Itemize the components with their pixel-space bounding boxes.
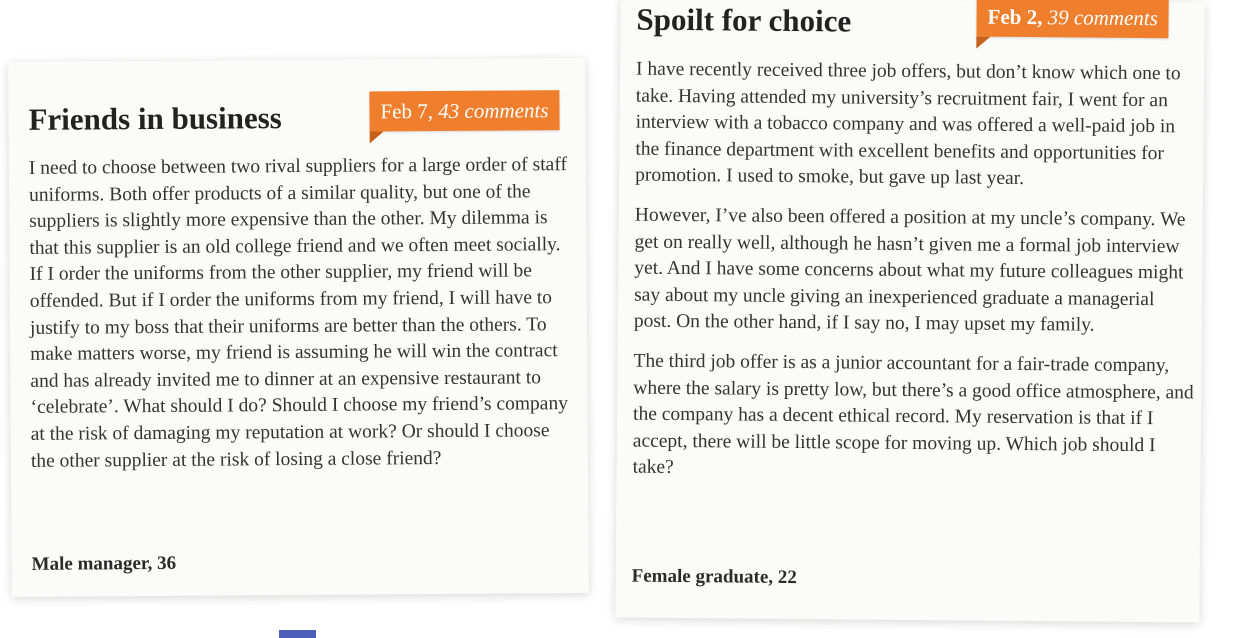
date-comments-tag — [976, 0, 1169, 38]
post-card-friends-in-business — [8, 58, 589, 597]
post-date: Feb 7, — [380, 99, 434, 124]
comment-count[interactable]: 39 comments — [1047, 5, 1158, 31]
post-card-spoilt-for-choice — [615, 0, 1204, 623]
post-signature: Female graduate, 22 — [631, 565, 797, 589]
post-paragraph: I have recently received three job offers, but don’t know which one to take. Having attended my university’s recruitment fair, I went for an interview with a tobacco company and was offered a well-paid job in the finance department with excellent benefits and opportunities for promotion. I used to smoke, but gave up last year. — [635, 58, 1181, 190]
post-title: Friends in business — [28, 100, 282, 137]
post-body — [29, 152, 572, 488]
date-comments-tag — [369, 90, 559, 131]
post-title: Spoilt for choice — [636, 1, 852, 39]
post-body — [632, 57, 1198, 500]
post-paragraph: The third job offer is as a junior accountant for a fair-trade company, where the salary is pretty low, but there’s a good office atmosphere, and the company has a decent ethical record. My reservation is that if I accept, there will be little scope for moving up. Which job should I take? — [632, 350, 1194, 479]
page-marker — [279, 630, 316, 638]
post-signature: Male manager, 36 — [31, 552, 177, 575]
tag-tail — [370, 131, 384, 143]
tag-tail — [976, 37, 990, 49]
comment-count[interactable]: 43 comments — [438, 98, 549, 124]
post-date: Feb 2, — [987, 4, 1043, 30]
post-paragraph: However, I’ve also been offered a position at my uncle’s company. We get on really well, although he hasn’t given me a formal job interview yet. And I have some concerns about what my future colleagues might say about my uncle giving an inexperienced graduate a managerial post. On the other hand, if I say no, I may upset my family. — [633, 204, 1186, 336]
post-paragraph: I need to choose between two rival suppliers for a large order of staff uniforms. Both offer products of a similar quality, but one of the suppliers is slightly more expensive than the other. My dilemma is that this supplier is an old college friend and we often meet socially. If I order the uniforms from the other supplier, my friend will be offended. But if I order the uniforms from my friend, I will have to justify to my boss that their uniforms are better than the others. To make matters worse, my friend is assuming he will win the contract and has already invited me to dinner at an expensive restaurant to ‘celebrate’. What should I do? Should I choose my friend’s company at the risk of damaging my reputation at work? Or should I choose the other supplier at the risk of losing a close friend? — [28, 154, 568, 472]
